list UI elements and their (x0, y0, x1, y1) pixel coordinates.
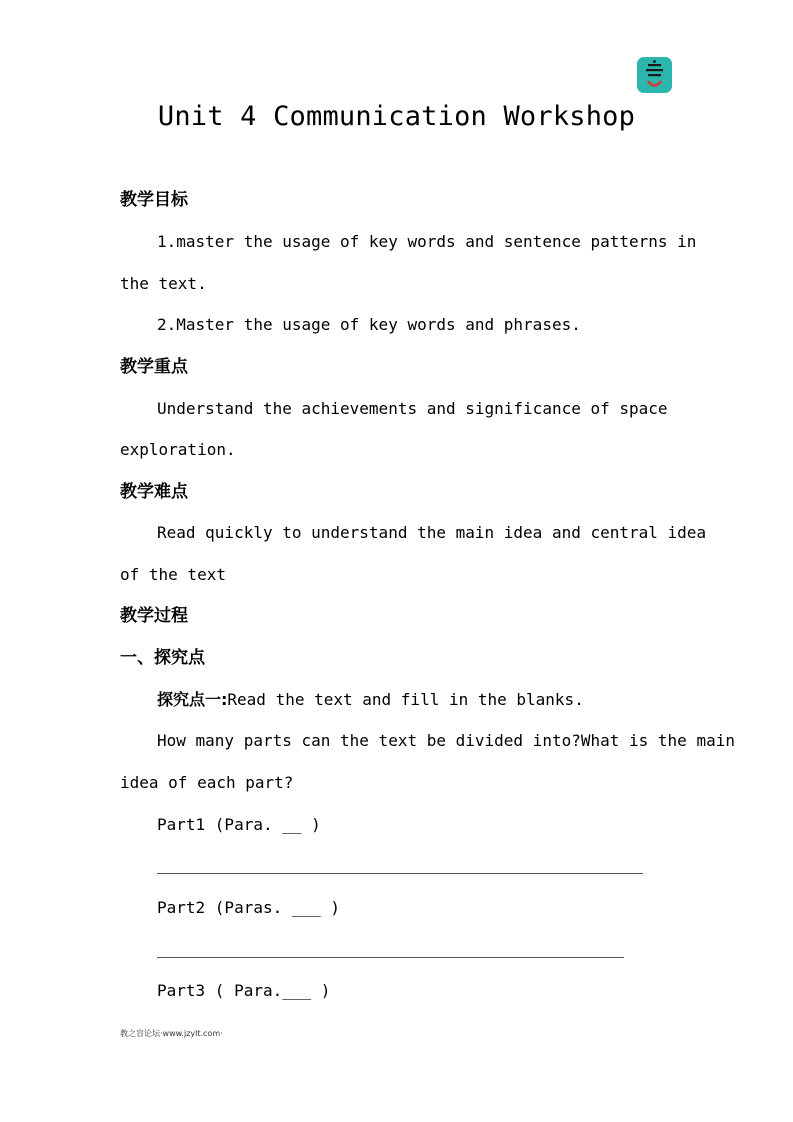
footer-text: 教之盲论坛·www.jzylt.com· (120, 1029, 223, 1038)
part-3: Part3 ( Para.___ ) (157, 981, 331, 1000)
difficult-point-line-2: of the text (120, 565, 226, 584)
part-1-answer-line[interactable] (157, 873, 643, 874)
part-1: Part1 (Para. __ ) (157, 815, 321, 834)
difficult-points-heading: 教学难点 (120, 482, 188, 502)
question-line-2: idea of each part? (120, 773, 294, 792)
explore-point-1 (157, 679, 677, 721)
objective-2: 2.Master the usage of key words and phrases. (157, 315, 581, 334)
site-logo-icon (637, 57, 672, 93)
explore-point-1-label: 探究点一: (157, 690, 228, 709)
objectives-heading: 教学目标 (120, 190, 188, 210)
objective-1-line-2: the text. (120, 274, 207, 293)
key-point-line-1: Understand the achievements and significance of space (157, 399, 668, 418)
difficult-point-line-1: Read quickly to understand the main idea and central idea (157, 523, 707, 542)
explore-point-1-text: Read the text and fill in the blanks. (227, 690, 584, 709)
part-2: Part2 (Paras. ___ ) (157, 898, 341, 917)
key-points-heading: 教学重点 (120, 357, 188, 377)
part-2-answer-line[interactable] (157, 957, 624, 958)
key-point-line-2: exploration. (120, 440, 236, 459)
document-title: Unit 4 Communication Workshop (157, 101, 636, 132)
question-line-1: How many parts can the text be divided into?What is the main (157, 731, 735, 750)
process-heading: 教学过程 (120, 606, 188, 626)
explore-heading: 一、探究点 (120, 648, 205, 668)
objective-1-line-1: 1.master the usage of key words and sentence patterns in (157, 232, 697, 251)
